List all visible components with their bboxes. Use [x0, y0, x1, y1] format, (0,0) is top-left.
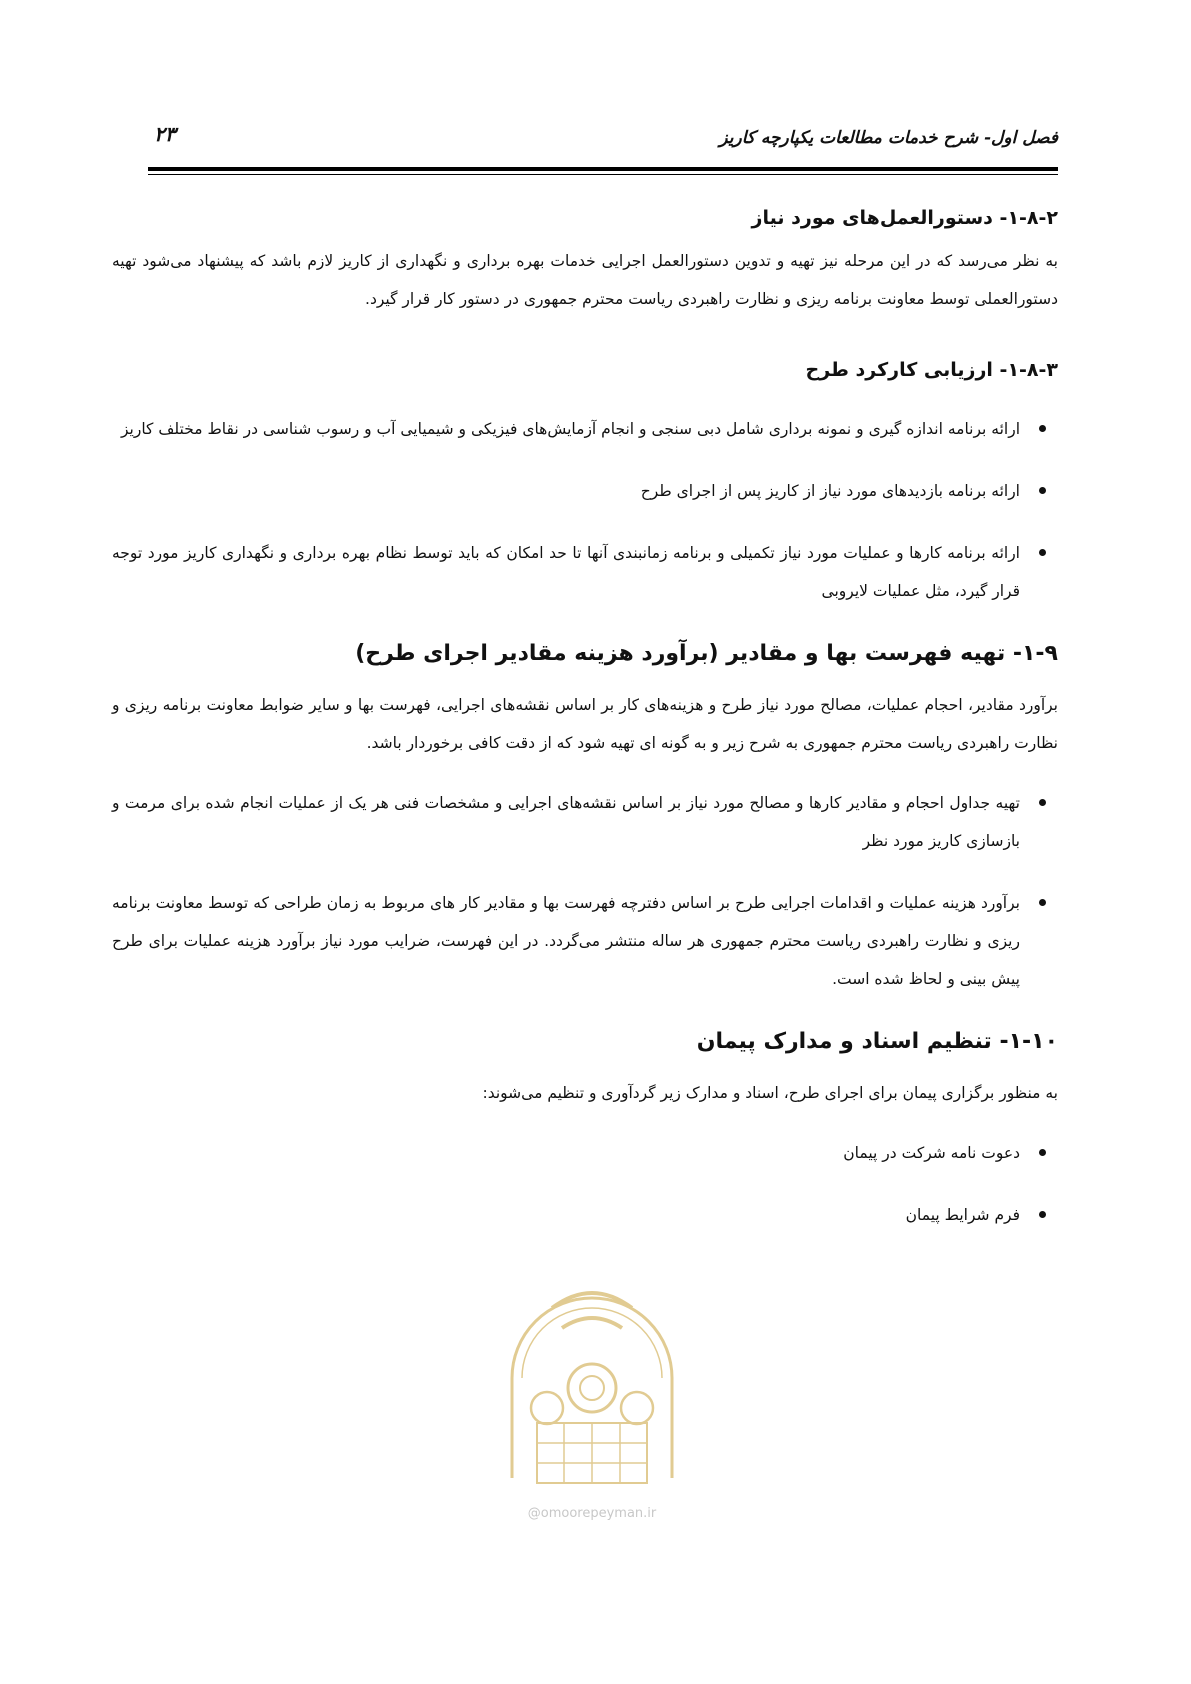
header-rule-thin [148, 174, 1058, 175]
bullet-list-1-10 [112, 1134, 1058, 1234]
list-item: ارائه برنامه اندازه گیری و نمونه برداری شامل دبی سنجی و انجام آزمایش‌های فیزیکی و شیمیایی آب و رسوب شناسی در نقاط مختلف کاریز [112, 410, 1020, 448]
chapter-title: فصل اول- شرح خدمات مطالعات یکپارچه کاریز [719, 128, 1058, 148]
watermark-text: @omoorepeyman.ir [527, 1506, 657, 1521]
section-heading-1-9: ۱-۹- تهیه فهرست بها و مقادیر (برآورد هزینه مقادیر اجرای طرح) [355, 641, 1058, 666]
list-item: دعوت نامه شرکت در پیمان [112, 1134, 1020, 1172]
list-item: ارائه برنامه کارها و عملیات مورد نیاز تکمیلی و برنامه زمانبندی آنها تا حد امکان که باید توسط نظام بهره برداری و نگهداری کاریز مورد توجه قرار گیرد، مثل عملیات لایروبی [112, 534, 1020, 610]
page-body [112, 186, 1058, 1258]
section-heading-1-8-3: ۱-۸-۳- ارزیابی کارکرد طرح [805, 359, 1058, 381]
bullet-list-1-9 [112, 784, 1058, 998]
section-heading-1-8-2: ۱-۸-۲- دستورالعمل‌های مورد نیاز [751, 207, 1058, 229]
section-paragraph-1-8-2: به نظر می‌رسد که در این مرحله نیز تهیه و تدوین دستورالعمل اجرایی خدمات بهره برداری و نگهداری از کاریز لازم باشد که پیشنهاد می‌شود تهیه دستورالعملی توسط معاونت برنامه ریزی و نظارت راهبردی ریاست محترم جمهوری در دستور کار قرار گیرد. [112, 252, 1058, 308]
page-header [148, 122, 1058, 158]
header-rule-thick [148, 167, 1058, 171]
section-paragraph-1-9: برآورد مقادیر، احجام عملیات، مصالح مورد نیاز طرح و هزینه‌های کار بر اساس نقشه‌های اجرایی، فهرست بها و سایر ضوابط معاونت برنامه ریزی و نظارت راهبردی ریاست محترم جمهوری به شرح زیر و به گونه ای تهیه شود که از دقت کافی برخوردار باشد. [112, 696, 1058, 752]
list-item: ارائه برنامه بازدیدهای مورد نیاز از کاریز پس از اجرای طرح [112, 472, 1020, 510]
watermark-seal-icon [492, 1248, 692, 1498]
section-paragraph-1-10: به منظور برگزاری پیمان برای اجرای طرح، اسناد و مدارک زیر گردآوری و تنظیم می‌شوند: [482, 1084, 1058, 1102]
bullet-list-1-8-3 [112, 410, 1058, 610]
watermark-logo [492, 1248, 692, 1528]
list-item: فرم شرایط پیمان [112, 1196, 1020, 1234]
section-heading-1-10: ۱-۱۰- تنظیم اسناد و مدارک پیمان [696, 1029, 1058, 1054]
page-number: ۲۳ [154, 122, 176, 146]
list-item: برآورد هزینه عملیات و اقدامات اجرایی طرح بر اساس دفترچه فهرست بها و مقادیر کار های مربوط به زمان طراحی که توسط معاونت برنامه ریزی و نظارت راهبردی ریاست محترم جمهوری هر ساله منتشر می‌گردد. در این فهرست، ضرایب مورد نیاز برآورد هزینه عملیات برای طرح پیش بینی و لحاظ شده است. [112, 884, 1020, 998]
list-item: تهیه جداول احجام و مقادیر کارها و مصالح مورد نیاز بر اساس نقشه‌های اجرایی و مشخصات فنی هر یک از عملیات انجام شده برای مرمت و بازسازی کاریز مورد نظر [112, 784, 1020, 860]
